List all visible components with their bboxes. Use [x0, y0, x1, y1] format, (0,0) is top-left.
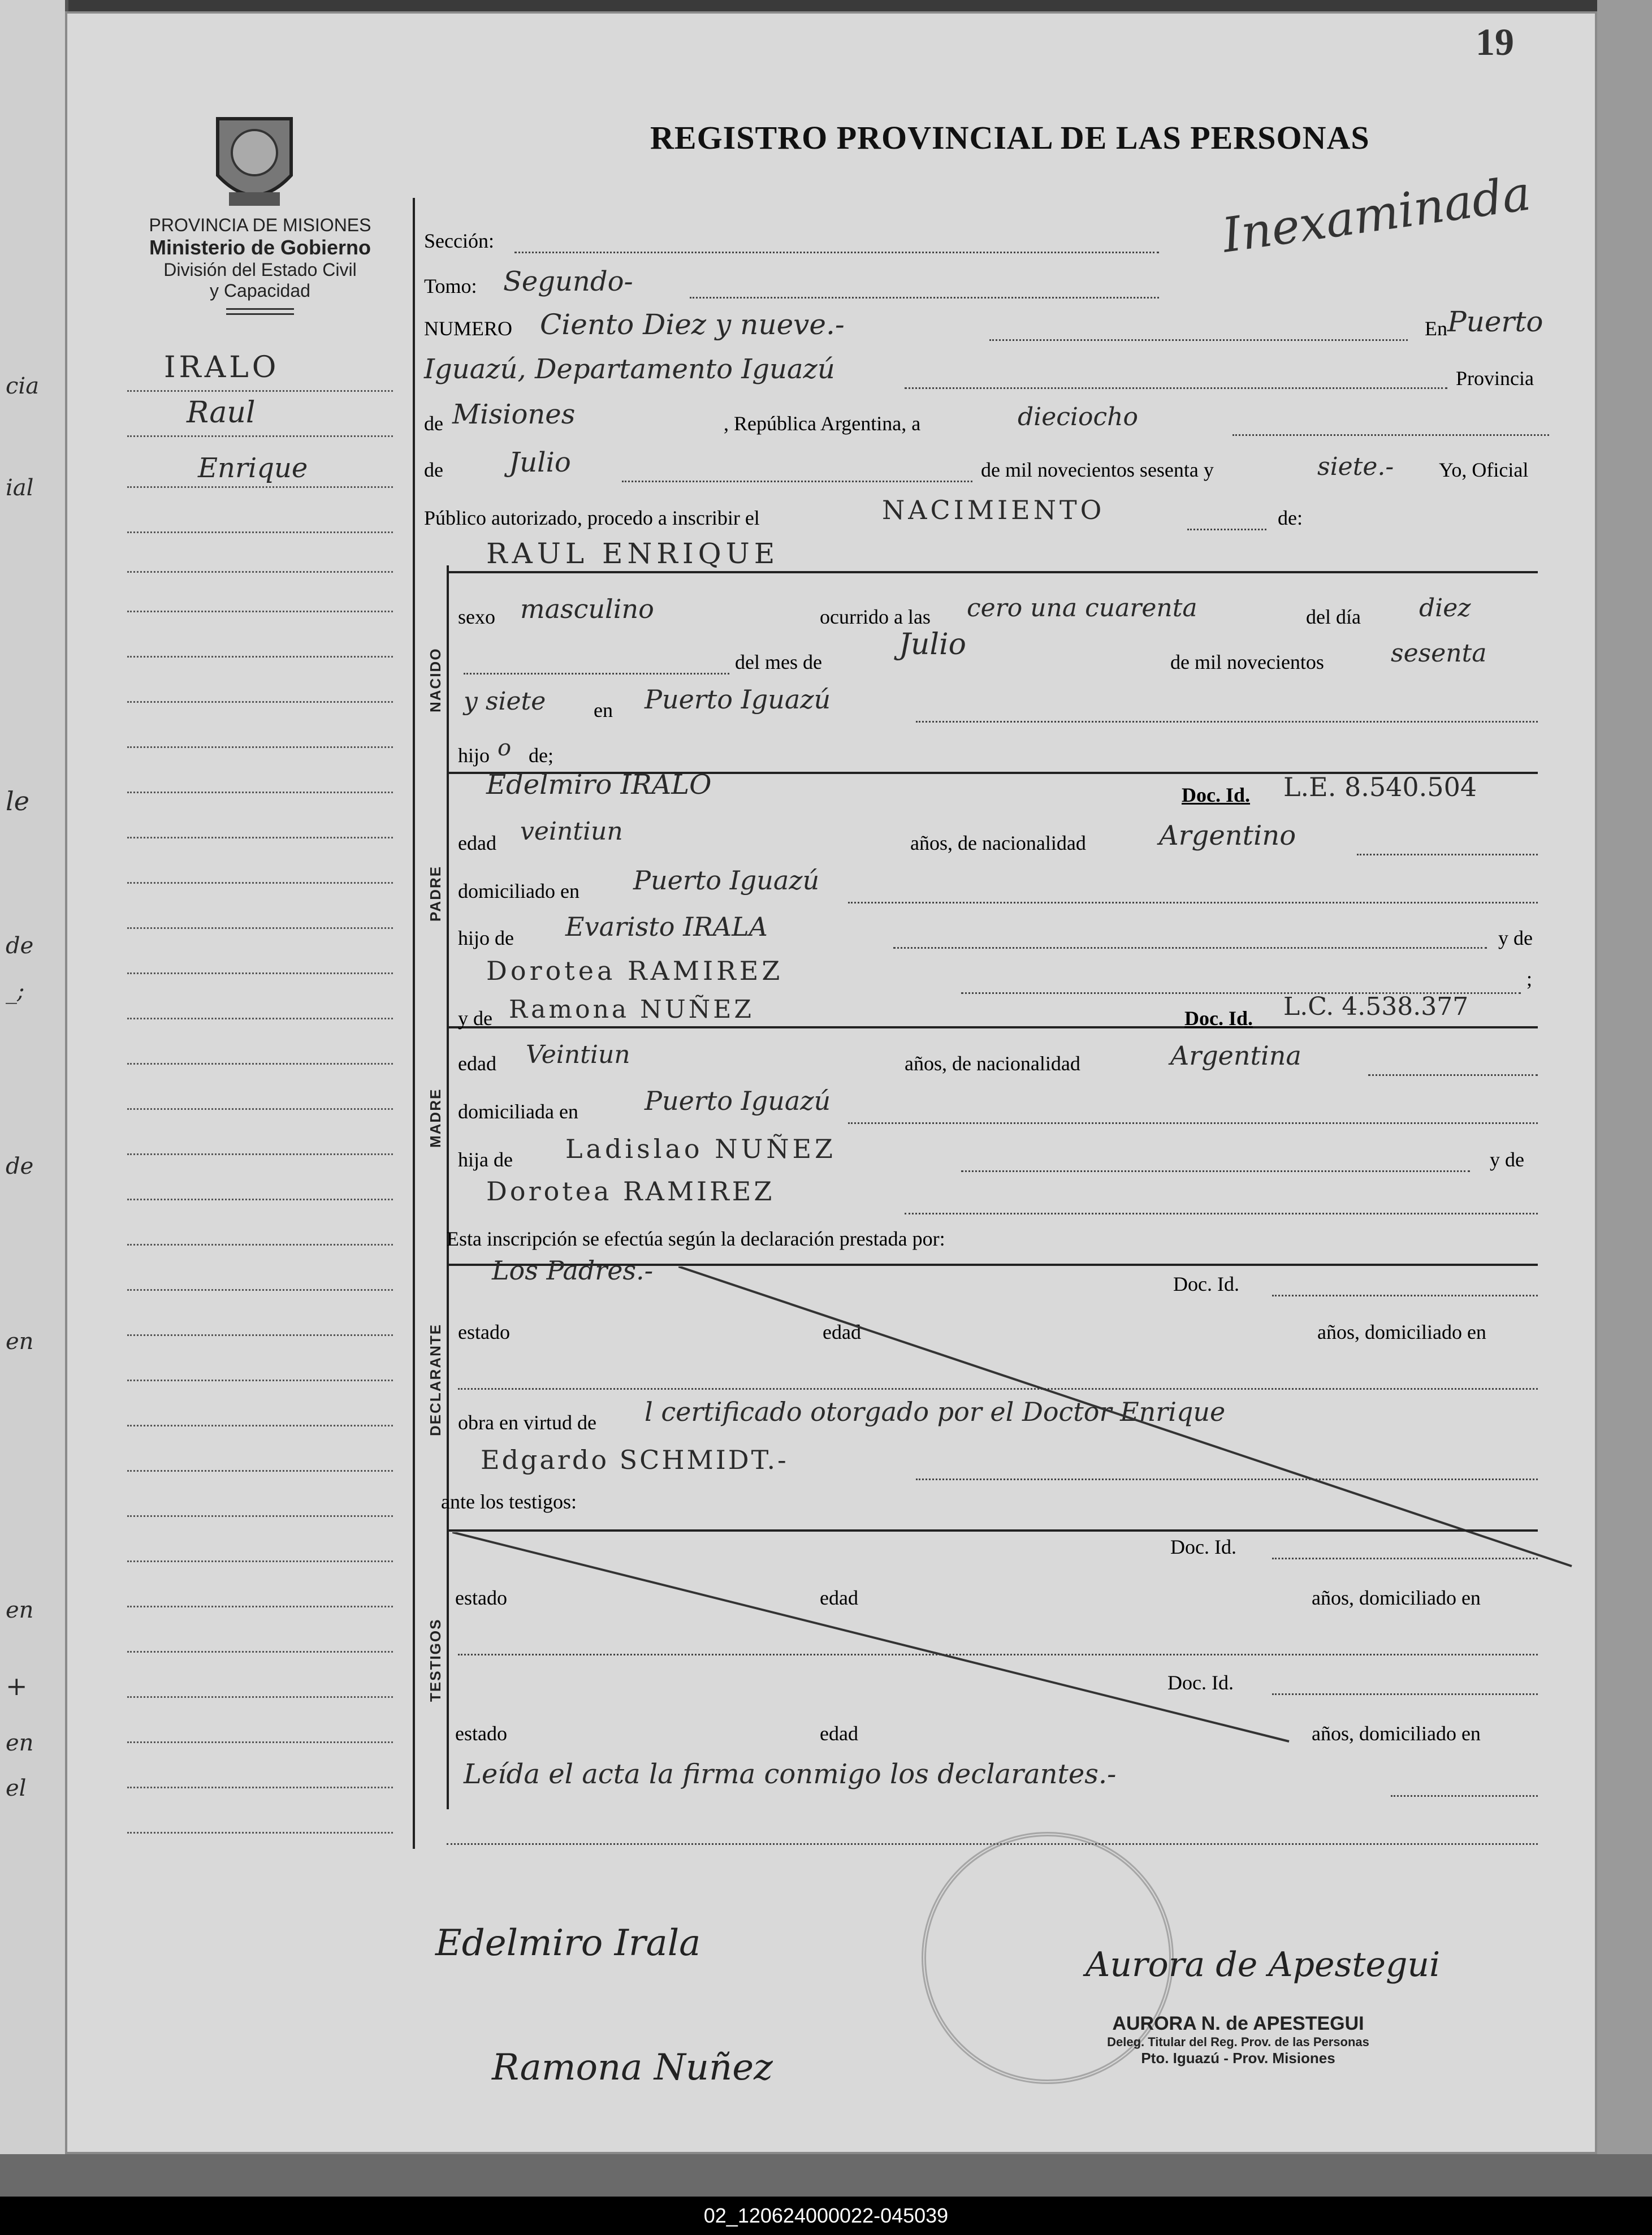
- obra-value2: Edgardo SCHMIDT.-: [481, 1445, 789, 1475]
- semicolon: ;: [1526, 967, 1533, 990]
- doc-label: Doc. Id.: [1173, 1273, 1239, 1295]
- madre-top-rule: [447, 1026, 1538, 1028]
- hijo-label: hijo: [458, 744, 490, 767]
- madre-label: MADRE: [427, 1088, 444, 1148]
- padre-label: PADRE: [427, 865, 444, 922]
- provincia-value: Misiones: [452, 399, 576, 430]
- doc-label: Doc. Id.: [1167, 1671, 1234, 1694]
- yde-label: y de: [1498, 927, 1533, 949]
- nacido-top-rule: [447, 571, 1538, 573]
- numero-label: NUMERO: [424, 317, 513, 340]
- hora-value: cero una cuarenta: [967, 594, 1197, 622]
- testigos-intro: ante los testigos:: [441, 1490, 577, 1513]
- dom-label: domiciliado en: [458, 880, 580, 902]
- nacido-line: [464, 673, 729, 675]
- madre-nombre: Ramona NUÑEZ: [509, 995, 754, 1024]
- nombre-value: RAUL ENRIQUE: [486, 537, 780, 570]
- nac-label: años, de nacionalidad: [905, 1052, 1080, 1075]
- madre-dom: Puerto Iguazú: [645, 1086, 831, 1116]
- mes-value: Julio: [899, 628, 966, 662]
- testigos-label: TESTIGOS: [427, 1618, 444, 1702]
- fragment: ial: [6, 475, 34, 501]
- cancel-line: [678, 1266, 1583, 1572]
- estado-label: estado: [455, 1586, 507, 1609]
- dom-label: años, domiciliado en: [1312, 1722, 1481, 1745]
- dom-label: años, domiciliado en: [1317, 1321, 1486, 1343]
- publico-label: Público autorizado, procedo a inscribir el: [424, 507, 760, 529]
- dom-line: [848, 1122, 1538, 1124]
- declaracion-label: Esta inscripción se efectúa según la declaración prestada por:: [447, 1227, 945, 1250]
- dom-line: [848, 902, 1538, 903]
- madre-madre: Dorotea RAMIREZ: [486, 1176, 775, 1207]
- edad-label: edad: [820, 1586, 858, 1609]
- doc-line: [1272, 1558, 1538, 1559]
- fragment: el: [6, 1775, 27, 1801]
- acto-line: [1187, 529, 1266, 530]
- leida-line: [1391, 1795, 1538, 1797]
- lugar-value: Iguazú, Departamento Iguazú: [424, 353, 835, 385]
- yde-label: y de: [1490, 1148, 1524, 1171]
- section-rule: [447, 565, 449, 1809]
- ocurrido-label: ocurrido a las: [820, 606, 931, 628]
- nac-line: [1357, 854, 1538, 855]
- page-title: REGISTRO PROVINCIAL DE LAS PERSONAS: [650, 119, 1370, 156]
- agency-line: Ministerio de Gobierno: [149, 236, 371, 259]
- madre-nac: Argentina: [1170, 1040, 1301, 1071]
- doc-label: Doc. Id.: [1182, 784, 1251, 806]
- fragment: en: [6, 1597, 34, 1623]
- de-mil-label: de mil novecientos: [1170, 651, 1324, 673]
- hijo-label: hijo de: [458, 927, 514, 949]
- nac-label: años, de nacionalidad: [910, 832, 1086, 854]
- doc-label: Doc. Id.: [1184, 1007, 1253, 1030]
- doc-label: Doc. Id.: [1170, 1536, 1236, 1558]
- en-label: en: [594, 699, 613, 721]
- padre-hijo: Evaristo IRALA: [565, 911, 768, 942]
- margin-name: Raul: [187, 396, 256, 430]
- fragment: en: [6, 1730, 34, 1756]
- divider: [226, 308, 294, 315]
- main-rule: [413, 198, 415, 1849]
- dom-label: domiciliada en: [458, 1100, 578, 1123]
- yde-label: y de: [458, 1007, 492, 1030]
- nacido-label: NACIDO: [427, 647, 444, 712]
- seccion-label: Sección:: [424, 230, 494, 252]
- declarante-nombre: Los Padres.-: [492, 1255, 654, 1286]
- agency-line: PROVINCIA DE MISIONES: [149, 215, 371, 235]
- mil-label: de mil novecientos sesenta y: [981, 459, 1214, 481]
- tomo-label: Tomo:: [424, 275, 477, 297]
- numero-line: [989, 339, 1408, 341]
- republica-label: , República Argentina, a: [724, 412, 921, 435]
- sexo-value: masculino: [520, 594, 654, 624]
- de-label: de: [424, 459, 443, 481]
- edad-label: edad: [823, 1321, 861, 1343]
- fragment: cia: [6, 373, 40, 399]
- edad-label: edad: [820, 1722, 858, 1745]
- page-edge-right: [1597, 0, 1652, 2165]
- testigos-top-rule: [447, 1529, 1538, 1532]
- stamp-line: AURORA N. de APESTEGUI: [1112, 2013, 1364, 2034]
- hijo-value: o: [498, 735, 512, 761]
- margin-stamp: Inexaminada: [1218, 165, 1534, 263]
- padre-madre: Dorotea RAMIREZ: [486, 956, 784, 986]
- madre-edad: Veintiun: [526, 1040, 630, 1069]
- footer-id: 02_120624000022-045039: [0, 2197, 1652, 2235]
- doc-line: [1272, 1693, 1538, 1695]
- de-label: de;: [529, 744, 553, 767]
- cancel-line: [452, 1532, 1300, 1747]
- oficial-label: Yo, Oficial: [1439, 459, 1529, 481]
- provincia-label: Provincia: [1456, 367, 1534, 390]
- anio-value: siete.-: [1317, 452, 1394, 481]
- padre-doc: L.E. 8.540.504: [1283, 772, 1477, 802]
- oficial-stamp: [1063, 2013, 1413, 2067]
- fragment: _;: [6, 978, 25, 1004]
- declarante-label: DECLARANTE: [427, 1323, 444, 1436]
- fragment: le: [6, 786, 29, 816]
- anio-value: sesenta: [1391, 639, 1487, 668]
- obra-value: l certificado otorgado por el Doctor Enrique: [645, 1397, 1226, 1427]
- en-value: Puerto: [1447, 305, 1543, 338]
- mes-line: [622, 481, 972, 482]
- leida-text: Leída el acta la firma conmigo los declarantes.-: [464, 1758, 1117, 1790]
- acto-value: NACIMIENTO: [882, 495, 1105, 525]
- edad-label: edad: [458, 832, 496, 854]
- seccion-line: [514, 252, 1159, 253]
- obra-label: obra en virtud de: [458, 1411, 596, 1434]
- del-mes-label: del mes de: [735, 651, 822, 673]
- fragment: +: [6, 1671, 28, 1701]
- mes-value: Julio: [509, 447, 571, 478]
- dia-line: [1232, 434, 1549, 436]
- sexo-label: sexo: [458, 606, 495, 628]
- fragment: de: [6, 1153, 34, 1179]
- margin-name: Enrique: [198, 452, 308, 484]
- padre-nac: Argentino: [1159, 820, 1296, 851]
- nac-line: [1368, 1074, 1538, 1076]
- anio-value: y siete: [464, 687, 546, 716]
- edad-label: edad: [458, 1052, 496, 1075]
- book-binding: [0, 2154, 1652, 2197]
- madre-hija: Ladislao NUÑEZ: [565, 1134, 836, 1164]
- lugar-value: Puerto Iguazú: [645, 684, 831, 715]
- province-crest: [206, 107, 302, 215]
- en-label: En: [1425, 317, 1447, 340]
- fragment: en: [6, 1329, 34, 1355]
- tomo-line: [690, 297, 1159, 299]
- del-dia-label: del día: [1306, 606, 1361, 628]
- madre-signature: Ramona Nuñez: [492, 2047, 773, 2089]
- dia-value: diez: [1419, 594, 1471, 622]
- estado-label: estado: [458, 1321, 510, 1343]
- tomo-value: Segundo-: [503, 266, 633, 297]
- de-label: de: [424, 412, 443, 435]
- estado-label: estado: [455, 1722, 507, 1745]
- lugar-line: [916, 721, 1538, 723]
- padre-signature: Edelmiro Irala: [435, 1922, 701, 1964]
- madre-doc: L.C. 4.538.377: [1283, 992, 1469, 1021]
- margin-surname: IRALO: [164, 351, 280, 384]
- page-number: 19: [1476, 20, 1514, 63]
- stamp-line: Pto. Iguazú - Prov. Misiones: [1141, 2050, 1335, 2067]
- madre-madre-line: [905, 1213, 1538, 1214]
- lugar-line: [905, 387, 1447, 389]
- agency-line: y Capacidad: [210, 280, 310, 301]
- agency-line: División del Estado Civil: [163, 260, 357, 280]
- padre-nombre: Edelmiro IRALO: [486, 769, 712, 801]
- numero-value: Ciento Diez y nueve.-: [540, 308, 845, 341]
- previous-page-edge: [0, 0, 68, 2165]
- dia-value: dieciocho: [1018, 403, 1138, 431]
- dom-label: años, domiciliado en: [1312, 1586, 1481, 1609]
- fragment: de: [6, 933, 34, 959]
- hija-label: hija de: [458, 1148, 513, 1171]
- stamp-line: Deleg. Titular del Reg. Prov. de las Personas: [1107, 2035, 1369, 2049]
- hija-line: [961, 1170, 1470, 1172]
- oficial-signature: Aurora de Apestegui: [1086, 1945, 1441, 1985]
- agency-block: [113, 215, 407, 315]
- de2-label: de:: [1278, 507, 1303, 529]
- padre-dom: Puerto Iguazú: [633, 865, 820, 896]
- hijo-line: [893, 947, 1487, 949]
- padre-edad: veintiun: [520, 817, 623, 846]
